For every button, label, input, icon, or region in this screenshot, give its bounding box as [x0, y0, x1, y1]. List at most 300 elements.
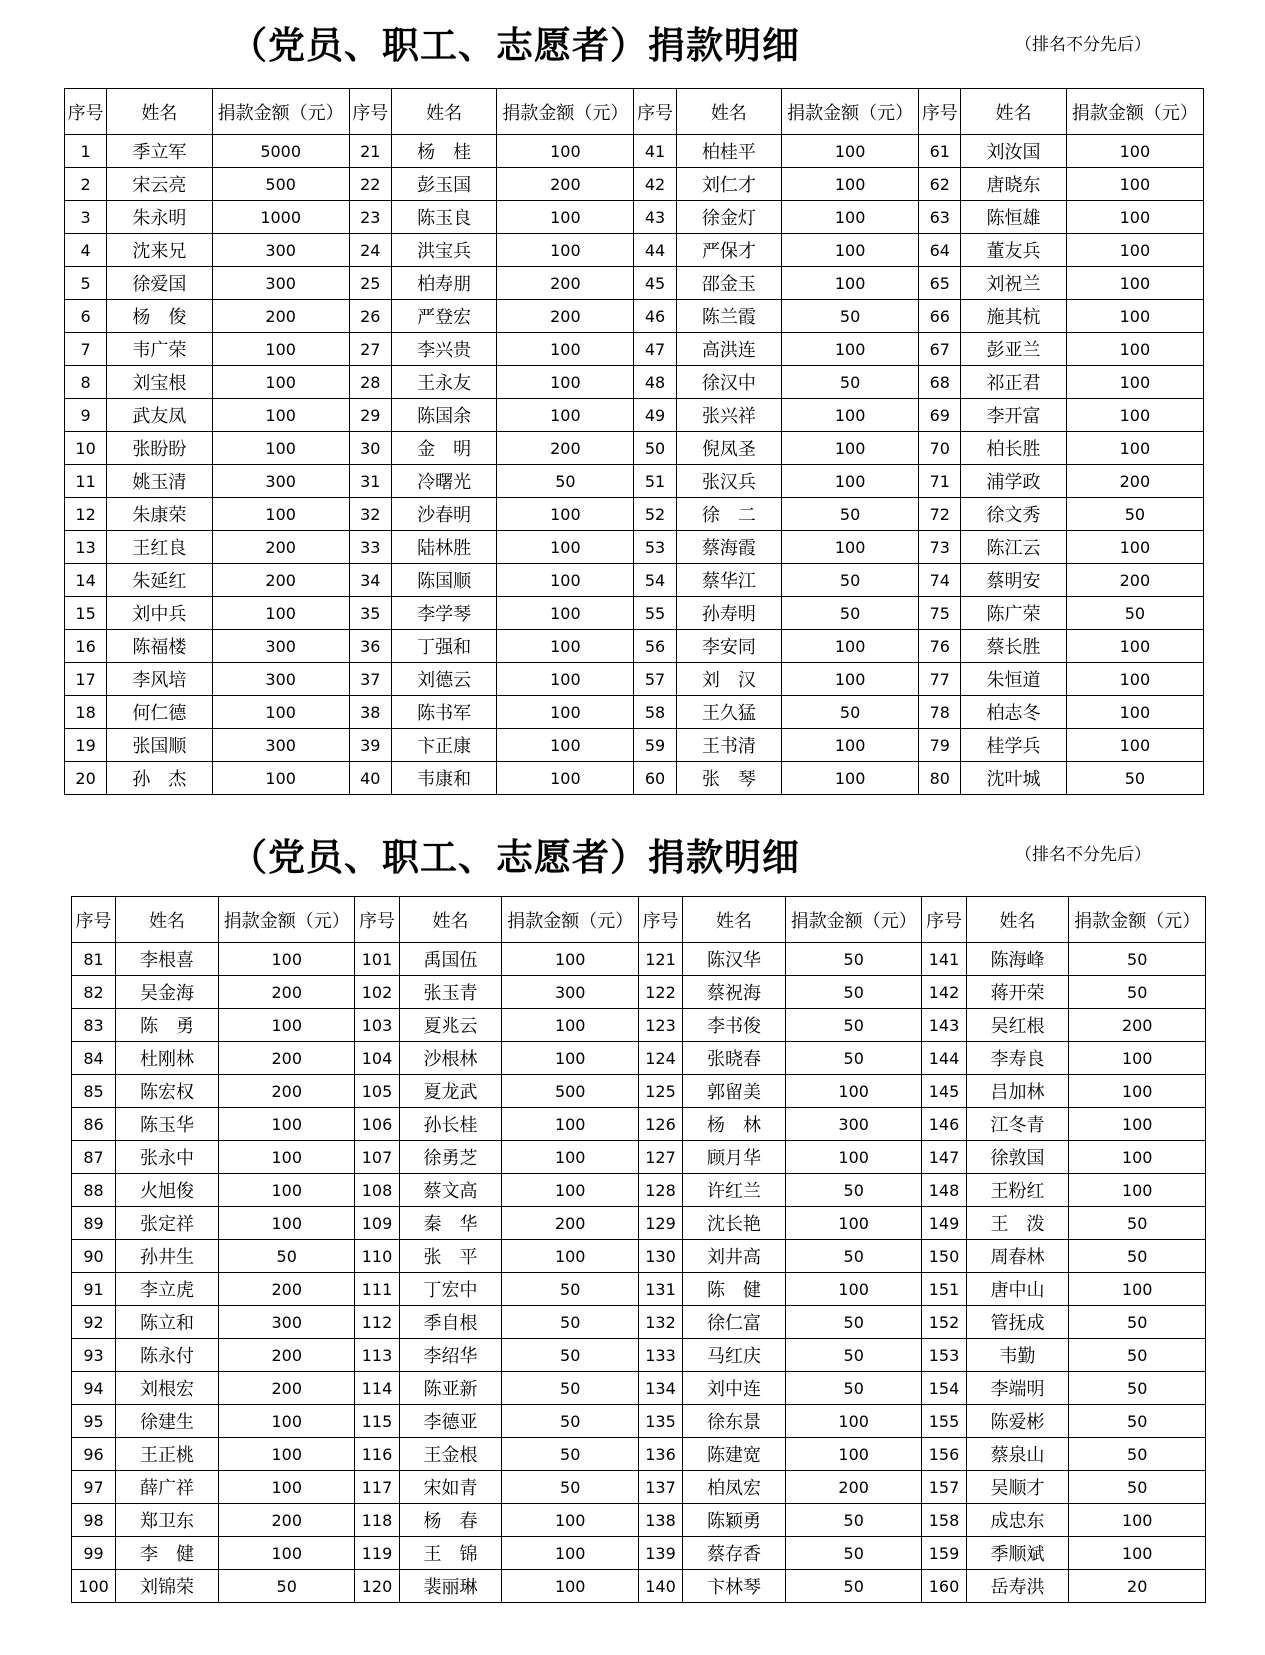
amount-cell: 100: [497, 135, 634, 168]
name-cell: 吴顺才: [966, 1471, 1069, 1504]
amount-cell: 100: [782, 663, 919, 696]
seq-cell: 144: [922, 1042, 966, 1075]
name-cell: 郑卫东: [116, 1504, 219, 1537]
name-cell: 成忠东: [966, 1504, 1069, 1537]
ranking-note: （排名不分先后）: [1015, 845, 1151, 865]
seq-cell: 156: [922, 1438, 966, 1471]
name-cell: 李开富: [961, 399, 1066, 432]
amount-cell: 100: [782, 267, 919, 300]
name-cell: 刘井高: [683, 1240, 786, 1273]
name-cell: 王 锦: [399, 1537, 502, 1570]
amount-cell: 100: [782, 135, 919, 168]
name-cell: 秦 华: [399, 1207, 502, 1240]
table-row: [72, 1207, 1206, 1240]
amount-cell: 100: [785, 1141, 922, 1174]
amount-cell: 100: [1066, 135, 1203, 168]
name-cell: 张晓春: [683, 1042, 786, 1075]
amount-cell: 200: [212, 531, 349, 564]
seq-cell: 18: [65, 696, 107, 729]
name-cell: 韦康和: [391, 762, 496, 795]
seq-cell: 38: [349, 696, 391, 729]
seq-cell: 70: [919, 432, 961, 465]
name-cell: 王正桃: [116, 1438, 219, 1471]
amount-cell: 100: [1066, 531, 1203, 564]
seq-cell: 33: [349, 531, 391, 564]
amount-header: 捐款金额（元）: [1066, 89, 1203, 135]
amount-header: 捐款金额（元）: [497, 89, 634, 135]
name-header: 姓名: [116, 897, 219, 943]
name-cell: 孙寿明: [676, 597, 781, 630]
seq-cell: 158: [922, 1504, 966, 1537]
name-header: 姓名: [961, 89, 1066, 135]
seq-cell: 77: [919, 663, 961, 696]
seq-cell: 127: [638, 1141, 682, 1174]
name-cell: 蔡泉山: [966, 1438, 1069, 1471]
seq-cell: 73: [919, 531, 961, 564]
donation-table: [71, 896, 1206, 1603]
name-header: 姓名: [399, 897, 502, 943]
amount-cell: 200: [502, 1207, 639, 1240]
donation-section-2: [0, 820, 1265, 1655]
seq-cell: 5: [65, 267, 107, 300]
name-cell: 严登宏: [391, 300, 496, 333]
amount-cell: 200: [497, 432, 634, 465]
seq-cell: 4: [65, 234, 107, 267]
table-row: [65, 762, 1204, 795]
seq-cell: 111: [355, 1273, 399, 1306]
seq-cell: 10: [65, 432, 107, 465]
name-cell: 张玉青: [399, 976, 502, 1009]
name-cell: 张汉兵: [676, 465, 781, 498]
amount-cell: 200: [218, 976, 355, 1009]
amount-cell: 100: [785, 1207, 922, 1240]
amount-cell: 50: [1069, 1405, 1206, 1438]
seq-cell: 101: [355, 943, 399, 976]
seq-cell: 151: [922, 1273, 966, 1306]
amount-cell: 200: [1066, 465, 1203, 498]
seq-cell: 116: [355, 1438, 399, 1471]
ranking-note: （排名不分先后）: [1015, 35, 1151, 55]
name-cell: 张国顺: [107, 729, 212, 762]
seq-cell: 103: [355, 1009, 399, 1042]
name-cell: 沙春明: [391, 498, 496, 531]
table-row: [65, 630, 1204, 663]
seq-cell: 97: [72, 1471, 116, 1504]
name-cell: 陈 勇: [116, 1009, 219, 1042]
table-row: [65, 366, 1204, 399]
name-cell: 浦学政: [961, 465, 1066, 498]
name-cell: 陈兰霞: [676, 300, 781, 333]
seq-cell: 28: [349, 366, 391, 399]
seq-cell: 100: [72, 1570, 116, 1603]
name-cell: 李端明: [966, 1372, 1069, 1405]
seq-cell: 65: [919, 267, 961, 300]
seq-cell: 44: [634, 234, 676, 267]
seq-cell: 30: [349, 432, 391, 465]
seq-cell: 120: [355, 1570, 399, 1603]
seq-cell: 152: [922, 1306, 966, 1339]
name-cell: 李绍华: [399, 1339, 502, 1372]
table-row: [72, 1504, 1206, 1537]
name-cell: 唐中山: [966, 1273, 1069, 1306]
name-cell: 陈广荣: [961, 597, 1066, 630]
table-row: [65, 432, 1204, 465]
amount-cell: 100: [212, 366, 349, 399]
seq-cell: 2: [65, 168, 107, 201]
amount-cell: 100: [1069, 1108, 1206, 1141]
name-cell: 陈永付: [116, 1339, 219, 1372]
seq-cell: 83: [72, 1009, 116, 1042]
amount-cell: 100: [218, 1207, 355, 1240]
seq-cell: 48: [634, 366, 676, 399]
amount-cell: 50: [502, 1273, 639, 1306]
amount-cell: 100: [1066, 168, 1203, 201]
amount-cell: 50: [785, 1306, 922, 1339]
name-cell: 陈江云: [961, 531, 1066, 564]
name-cell: 金 明: [391, 432, 496, 465]
name-cell: 倪凤圣: [676, 432, 781, 465]
seq-cell: 123: [638, 1009, 682, 1042]
seq-cell: 8: [65, 366, 107, 399]
amount-cell: 50: [1069, 943, 1206, 976]
amount-cell: 100: [502, 1240, 639, 1273]
seq-cell: 40: [349, 762, 391, 795]
amount-header: 捐款金额（元）: [212, 89, 349, 135]
seq-cell: 19: [65, 729, 107, 762]
amount-cell: 200: [218, 1339, 355, 1372]
seq-cell: 59: [634, 729, 676, 762]
name-cell: 陆林胜: [391, 531, 496, 564]
seq-cell: 37: [349, 663, 391, 696]
seq-cell: 147: [922, 1141, 966, 1174]
amount-cell: 50: [782, 696, 919, 729]
amount-cell: 100: [782, 234, 919, 267]
seq-cell: 24: [349, 234, 391, 267]
seq-cell: 80: [919, 762, 961, 795]
amount-cell: 50: [785, 1042, 922, 1075]
seq-cell: 14: [65, 564, 107, 597]
amount-cell: 200: [1066, 564, 1203, 597]
amount-cell: 100: [218, 1537, 355, 1570]
name-header: 姓名: [683, 897, 786, 943]
amount-cell: 200: [218, 1075, 355, 1108]
table-row: [72, 1372, 1206, 1405]
name-cell: 王粉红: [966, 1174, 1069, 1207]
seq-cell: 1: [65, 135, 107, 168]
amount-cell: 100: [502, 1570, 639, 1603]
seq-cell: 82: [72, 976, 116, 1009]
name-cell: 陈建宽: [683, 1438, 786, 1471]
seq-cell: 27: [349, 333, 391, 366]
amount-cell: 50: [218, 1240, 355, 1273]
name-cell: 朱延红: [107, 564, 212, 597]
table-row: [72, 1306, 1206, 1339]
amount-cell: 50: [1069, 1339, 1206, 1372]
seq-cell: 23: [349, 201, 391, 234]
amount-cell: 50: [502, 1405, 639, 1438]
amount-cell: 50: [1069, 1207, 1206, 1240]
amount-cell: 200: [1069, 1009, 1206, 1042]
name-cell: 陈 健: [683, 1273, 786, 1306]
seq-cell: 137: [638, 1471, 682, 1504]
name-cell: 蔡文高: [399, 1174, 502, 1207]
name-cell: 李立虎: [116, 1273, 219, 1306]
seq-cell: 93: [72, 1339, 116, 1372]
amount-cell: 100: [218, 1174, 355, 1207]
amount-cell: 100: [497, 762, 634, 795]
name-cell: 蔡长胜: [961, 630, 1066, 663]
amount-cell: 50: [785, 1009, 922, 1042]
seq-cell: 64: [919, 234, 961, 267]
seq-header: 序号: [919, 89, 961, 135]
seq-cell: 112: [355, 1306, 399, 1339]
name-cell: 沙根林: [399, 1042, 502, 1075]
amount-cell: 100: [1069, 1273, 1206, 1306]
name-cell: 李学琴: [391, 597, 496, 630]
section-title: （党员、职工、志愿者）捐款明细: [230, 835, 800, 879]
table-row: [72, 1108, 1206, 1141]
seq-cell: 117: [355, 1471, 399, 1504]
seq-cell: 102: [355, 976, 399, 1009]
seq-cell: 87: [72, 1141, 116, 1174]
amount-cell: 100: [1069, 1141, 1206, 1174]
donation-table: [64, 88, 1204, 795]
name-cell: 马红庆: [683, 1339, 786, 1372]
name-cell: 王久猛: [676, 696, 781, 729]
seq-cell: 15: [65, 597, 107, 630]
table-row: [72, 1537, 1206, 1570]
name-cell: 张 平: [399, 1240, 502, 1273]
amount-cell: 50: [1069, 1438, 1206, 1471]
amount-cell: 200: [218, 1273, 355, 1306]
seq-cell: 63: [919, 201, 961, 234]
name-cell: 姚玉清: [107, 465, 212, 498]
amount-cell: 300: [502, 976, 639, 1009]
amount-cell: 100: [218, 1009, 355, 1042]
name-cell: 唐晓东: [961, 168, 1066, 201]
name-cell: 吴金海: [116, 976, 219, 1009]
name-cell: 丁强和: [391, 630, 496, 663]
seq-cell: 128: [638, 1174, 682, 1207]
amount-cell: 100: [218, 943, 355, 976]
name-cell: 邵金玉: [676, 267, 781, 300]
name-cell: 刘 汉: [676, 663, 781, 696]
seq-cell: 134: [638, 1372, 682, 1405]
seq-header: 序号: [634, 89, 676, 135]
amount-cell: 100: [502, 1042, 639, 1075]
name-cell: 陈国顺: [391, 564, 496, 597]
name-cell: 陈汉华: [683, 943, 786, 976]
seq-cell: 89: [72, 1207, 116, 1240]
seq-cell: 55: [634, 597, 676, 630]
seq-cell: 106: [355, 1108, 399, 1141]
donation-section-1: [0, 0, 1265, 820]
seq-cell: 109: [355, 1207, 399, 1240]
name-cell: 李寿良: [966, 1042, 1069, 1075]
name-header: 姓名: [107, 89, 212, 135]
seq-cell: 122: [638, 976, 682, 1009]
name-cell: 徐文秀: [961, 498, 1066, 531]
table-row: [72, 1009, 1206, 1042]
name-cell: 季立军: [107, 135, 212, 168]
seq-cell: 61: [919, 135, 961, 168]
amount-cell: 100: [1069, 1537, 1206, 1570]
amount-cell: 200: [497, 168, 634, 201]
table-row: [65, 696, 1204, 729]
header-row: [72, 897, 1206, 943]
amount-header: 捐款金额（元）: [785, 897, 922, 943]
amount-header: 捐款金额（元）: [782, 89, 919, 135]
name-cell: 王书清: [676, 729, 781, 762]
amount-cell: 100: [497, 531, 634, 564]
name-header: 姓名: [676, 89, 781, 135]
seq-cell: 154: [922, 1372, 966, 1405]
amount-cell: 200: [212, 300, 349, 333]
amount-cell: 100: [502, 1537, 639, 1570]
amount-cell: 100: [1066, 366, 1203, 399]
seq-cell: 155: [922, 1405, 966, 1438]
table-row: [72, 1141, 1206, 1174]
seq-cell: 107: [355, 1141, 399, 1174]
name-cell: 杜刚林: [116, 1042, 219, 1075]
amount-cell: 20: [1069, 1570, 1206, 1603]
name-cell: 陈爱彬: [966, 1405, 1069, 1438]
name-cell: 陈国余: [391, 399, 496, 432]
seq-cell: 114: [355, 1372, 399, 1405]
seq-cell: 131: [638, 1273, 682, 1306]
name-cell: 吴红根: [966, 1009, 1069, 1042]
table-row: [65, 135, 1204, 168]
name-cell: 陈颖勇: [683, 1504, 786, 1537]
name-cell: 杨 俊: [107, 300, 212, 333]
name-cell: 严保才: [676, 234, 781, 267]
seq-cell: 139: [638, 1537, 682, 1570]
name-cell: 周春林: [966, 1240, 1069, 1273]
amount-cell: 500: [212, 168, 349, 201]
name-cell: 朱康荣: [107, 498, 212, 531]
name-cell: 冷曙光: [391, 465, 496, 498]
name-cell: 朱恒道: [961, 663, 1066, 696]
seq-cell: 126: [638, 1108, 682, 1141]
name-cell: 李德亚: [399, 1405, 502, 1438]
seq-cell: 157: [922, 1471, 966, 1504]
amount-cell: 50: [1069, 1240, 1206, 1273]
name-cell: 卞正康: [391, 729, 496, 762]
amount-cell: 100: [212, 498, 349, 531]
name-cell: 陈福楼: [107, 630, 212, 663]
table-row: [72, 1273, 1206, 1306]
name-cell: 蔡明安: [961, 564, 1066, 597]
seq-cell: 78: [919, 696, 961, 729]
seq-cell: 125: [638, 1075, 682, 1108]
name-cell: 彭玉国: [391, 168, 496, 201]
amount-cell: 100: [497, 696, 634, 729]
amount-cell: 50: [502, 1306, 639, 1339]
name-cell: 张定祥: [116, 1207, 219, 1240]
seq-cell: 31: [349, 465, 391, 498]
amount-cell: 100: [497, 234, 634, 267]
seq-cell: 11: [65, 465, 107, 498]
amount-cell: 50: [1066, 498, 1203, 531]
amount-cell: 100: [502, 943, 639, 976]
amount-cell: 100: [782, 432, 919, 465]
amount-cell: 100: [212, 696, 349, 729]
name-cell: 管抚成: [966, 1306, 1069, 1339]
amount-cell: 5000: [212, 135, 349, 168]
amount-cell: 100: [497, 564, 634, 597]
name-cell: 陈玉良: [391, 201, 496, 234]
amount-cell: 100: [1069, 1174, 1206, 1207]
amount-cell: 50: [785, 943, 922, 976]
amount-cell: 50: [782, 366, 919, 399]
name-cell: 徐东景: [683, 1405, 786, 1438]
seq-cell: 138: [638, 1504, 682, 1537]
amount-cell: 50: [782, 498, 919, 531]
amount-cell: 100: [497, 729, 634, 762]
amount-cell: 100: [502, 1504, 639, 1537]
seq-cell: 130: [638, 1240, 682, 1273]
amount-cell: 200: [218, 1042, 355, 1075]
name-cell: 沈长艳: [683, 1207, 786, 1240]
seq-header: 序号: [72, 897, 116, 943]
name-cell: 李 健: [116, 1537, 219, 1570]
name-cell: 蔡存香: [683, 1537, 786, 1570]
seq-cell: 153: [922, 1339, 966, 1372]
amount-cell: 50: [502, 1339, 639, 1372]
amount-cell: 100: [502, 1141, 639, 1174]
amount-cell: 50: [218, 1570, 355, 1603]
seq-cell: 32: [349, 498, 391, 531]
name-cell: 蔡华江: [676, 564, 781, 597]
seq-cell: 58: [634, 696, 676, 729]
amount-header: 捐款金额（元）: [502, 897, 639, 943]
seq-cell: 85: [72, 1075, 116, 1108]
seq-cell: 60: [634, 762, 676, 795]
name-cell: 刘汝国: [961, 135, 1066, 168]
amount-cell: 1000: [212, 201, 349, 234]
name-cell: 蒋开荣: [966, 976, 1069, 1009]
name-cell: 李风培: [107, 663, 212, 696]
seq-cell: 20: [65, 762, 107, 795]
table-row: [65, 531, 1204, 564]
name-cell: 王永友: [391, 366, 496, 399]
seq-cell: 9: [65, 399, 107, 432]
name-cell: 陈书军: [391, 696, 496, 729]
amount-cell: 100: [782, 762, 919, 795]
seq-cell: 104: [355, 1042, 399, 1075]
table-row: [65, 564, 1204, 597]
name-cell: 王红良: [107, 531, 212, 564]
name-cell: 孙 杰: [107, 762, 212, 795]
amount-cell: 100: [785, 1438, 922, 1471]
amount-header: 捐款金额（元）: [1069, 897, 1206, 943]
table-row: [72, 1405, 1206, 1438]
name-cell: 杨 桂: [391, 135, 496, 168]
table-row: [72, 1339, 1206, 1372]
amount-cell: 100: [497, 333, 634, 366]
name-cell: 李安同: [676, 630, 781, 663]
seq-cell: 88: [72, 1174, 116, 1207]
name-cell: 徐爱国: [107, 267, 212, 300]
name-cell: 洪宝兵: [391, 234, 496, 267]
amount-cell: 100: [497, 201, 634, 234]
name-cell: 禹国伍: [399, 943, 502, 976]
name-cell: 江冬青: [966, 1108, 1069, 1141]
name-cell: 刘锦荣: [116, 1570, 219, 1603]
amount-cell: 100: [497, 366, 634, 399]
amount-cell: 100: [782, 531, 919, 564]
amount-cell: 100: [497, 663, 634, 696]
